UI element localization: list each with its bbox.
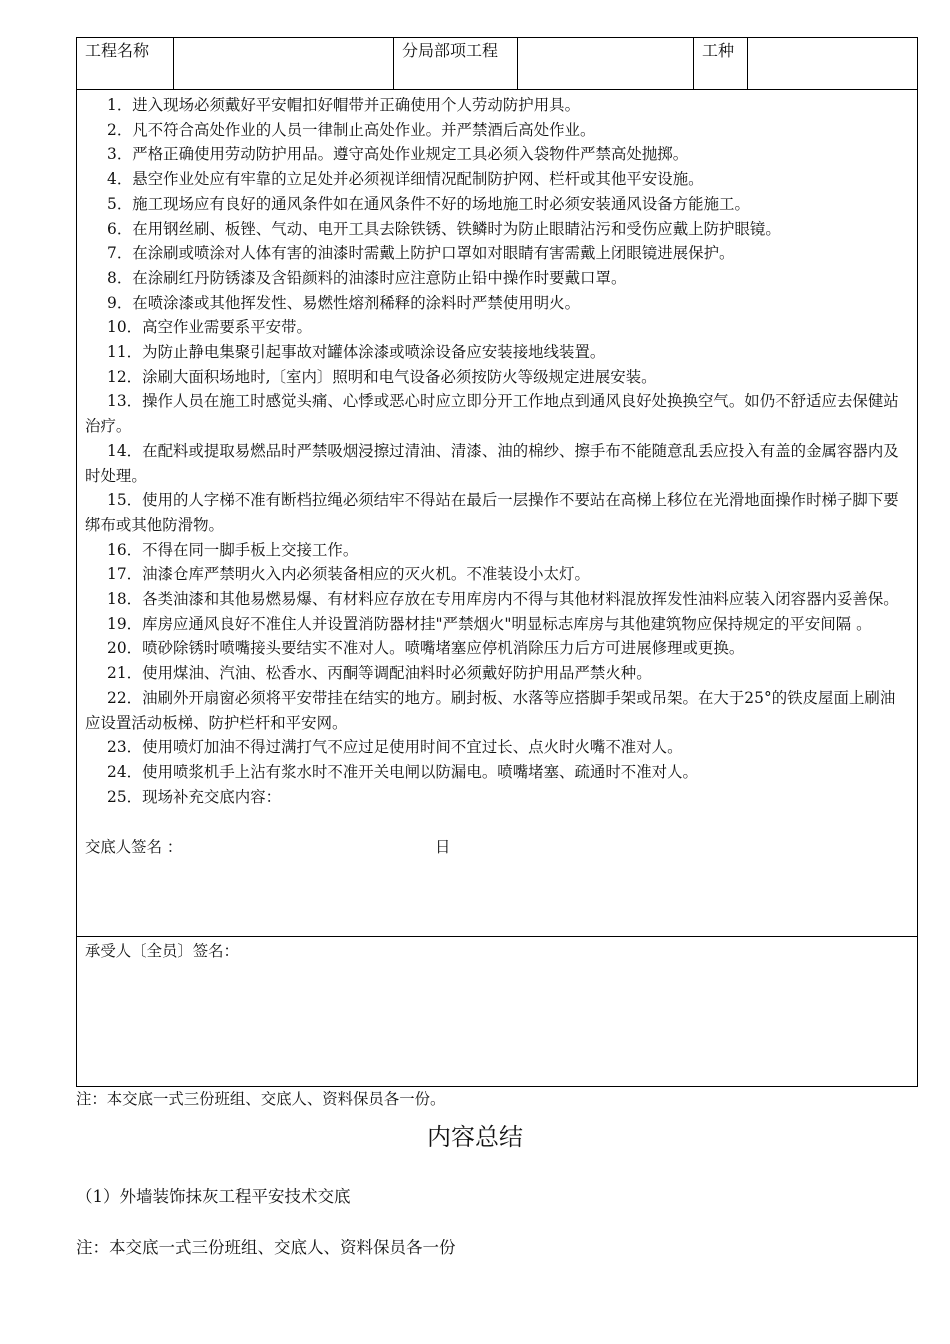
rule-item: 24．使用喷浆机手上沾有浆水时不准开关电闸以防漏电。喷嘴堵塞、疏通时不准对人。 bbox=[107, 762, 698, 781]
summary-item: （1）外墙装饰抹灰工程平安技术交底 bbox=[76, 1187, 351, 1206]
rules-row bbox=[77, 90, 918, 937]
signature-line bbox=[85, 834, 909, 860]
project-name-value[interactable] bbox=[174, 38, 394, 90]
safety-briefing-form bbox=[76, 37, 918, 1087]
rule-item: 18．各类油漆和其他易燃易爆、有材料应存放在专用库房内不得与其他材料混放挥发性油料应装入闭容器内妥善保。 bbox=[107, 590, 899, 609]
trade-label: 工种 bbox=[694, 38, 748, 90]
receiver-row bbox=[77, 937, 918, 1087]
rule-item: 16．不得在同一脚手板上交接工作。 bbox=[107, 540, 359, 559]
rule-item: 4．悬空作业处应有牢靠的立足处并必须视详细情况配制防护网、栏杆或其他平安设施。 bbox=[107, 170, 704, 189]
rule-item: 1．进入现场必须戴好平安帽扣好帽带并正确使用个人劳动防护用具。 bbox=[107, 96, 581, 114]
rule-item: 5．施工现场应有良好的通风条件如在通风条件不好的场地施工时必须安装通风设备方能施工。 bbox=[107, 194, 750, 213]
receiver-cell[interactable] bbox=[77, 937, 918, 1087]
form-header-row bbox=[77, 38, 918, 90]
rule-item: 25．现场补充交底内容： bbox=[107, 787, 282, 806]
rule-item: 12．涂刷大面积场地时,〔室内〕照明和电气设备必须按防火等级规定进展安装。 bbox=[107, 367, 657, 386]
rule-item: 8．在涂刷红丹防锈漆及含铅颜料的油漆时应注意防止铅中操作时要戴口罩。 bbox=[107, 268, 627, 287]
blank-line bbox=[85, 809, 909, 834]
rule-item: 11．为防止静电集聚引起事故对罐体涂漆或喷涂设备应安装接地线装置。 bbox=[107, 343, 606, 362]
rule-item: 17．油漆仓库严禁明火入内必须装备相应的灭火机。不准装设小太灯。 bbox=[107, 565, 590, 584]
rule-item: 21．使用煤油、汽油、松香水、丙酮等调配油料时必须戴好防护用品严禁火种。 bbox=[107, 664, 652, 683]
rule-item: 14．在配料或提取易燃品时严禁吸烟浸擦过清油、清漆、油的棉纱、擦手布不能随意乱丢应投入有盖的金属容器内及时处理。 bbox=[85, 441, 899, 485]
summary-title: 内容总结 bbox=[427, 1123, 523, 1151]
subitem-label: 分局部项工程 bbox=[394, 38, 518, 90]
rule-item: 2．凡不符合高处作业的人员一律制止高处作业。并严禁酒后高处作业。 bbox=[107, 120, 596, 139]
project-name-label: 工程名称 bbox=[77, 38, 174, 90]
subitem-value[interactable] bbox=[518, 38, 694, 90]
rule-item: 6．在用钢丝刷、板锉、气动、电开工具去除铁锈、铁鳞时为防止眼睛沾污和受伤应戴上防护眼镜。 bbox=[107, 219, 781, 238]
rule-item: 19．库房应通风良好不准住人并设置消防器材挂"严禁烟火"明显标志库房与其他建筑物应保持规定的平安间隔 。 bbox=[107, 614, 872, 633]
rule-item: 22．油刷外开扇窗必须将平安带挂在结实的地方。刷封板、水落等应搭脚手架或吊架。在大于25°的铁皮屋面上刷油应设置活动板梯、防护栏杆和平安网。 bbox=[85, 688, 896, 732]
rules-list bbox=[77, 90, 917, 860]
rule-item: 10．高空作业需要系平安带。 bbox=[107, 318, 312, 337]
rule-item: 13．操作人员在施工时感觉头痛、心悸或恶心时应立即分开工作地点到通风良好处换换空气。如仍不舒适应去保健站治疗。 bbox=[85, 392, 899, 436]
rule-item: 20．喷砂除锈时喷嘴接头要结实不准对人。喷嘴堵塞应停机消除压力后方可进展修理或更换。 bbox=[107, 639, 745, 658]
trade-value[interactable] bbox=[748, 38, 918, 90]
rule-item: 23．使用喷灯加油不得过满打气不应过足使用时间不宜过长、点火时火嘴不准对人。 bbox=[107, 738, 683, 757]
rule-item: 7．在涂刷或喷涂对人体有害的油漆时需戴上防护口罩如对眼睛有害需戴上闭眼镜进展保护。 bbox=[107, 244, 735, 263]
date-label: 日 bbox=[435, 838, 451, 857]
rule-item: 15．使用的人字梯不准有断档拉绳必须结牢不得站在最后一层操作不要站在高梯上移位在光滑地面操作时梯子脚下要绑布或其他防滑物。 bbox=[85, 491, 899, 534]
rule-item: 3．严格正确使用劳动防护用品。遵守高处作业规定工具必须入袋物件严禁高处抛掷。 bbox=[107, 145, 689, 164]
receiver-signature-label: 承受人〔全员〕签名： bbox=[85, 942, 239, 960]
giver-signature-label: 交底人签名 ： bbox=[85, 838, 183, 857]
rule-item: 9．在喷涂漆或其他挥发性、易燃性熔剂稀释的涂料时严禁使用明火。 bbox=[107, 293, 581, 312]
rules-cell bbox=[77, 90, 918, 937]
summary-note: 注：本交底一式三份班组、交底人、资料保员各一份 bbox=[76, 1238, 456, 1257]
form-note: 注：本交底一式三份班组、交底人、资料保员各一份。 bbox=[76, 1090, 446, 1108]
